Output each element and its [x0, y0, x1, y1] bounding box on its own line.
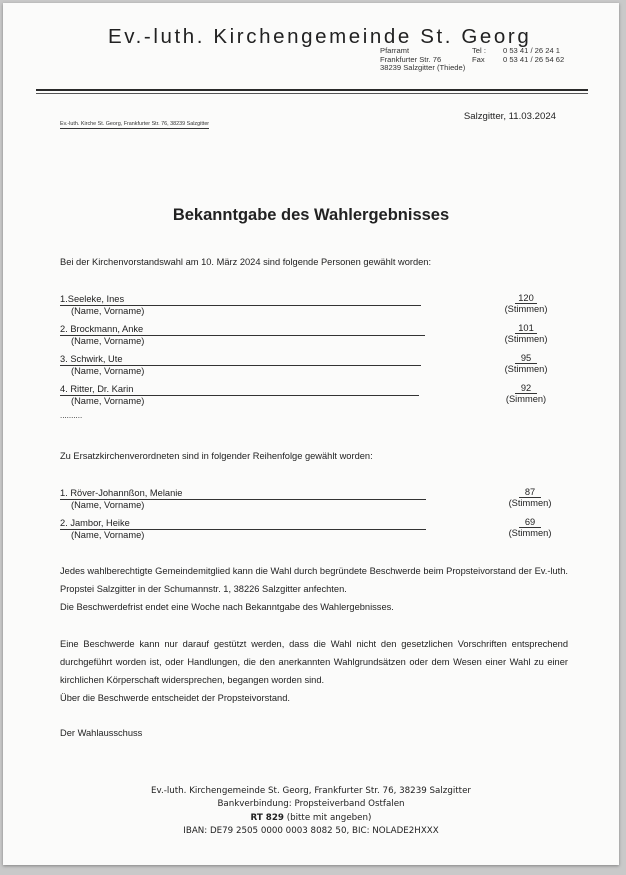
contact-values [503, 47, 564, 64]
elected-votes-4 [496, 383, 556, 404]
substitute-name-1: 1. Röver-Johannßon, Melanie [60, 487, 426, 500]
fax-label: Fax [472, 54, 485, 64]
vote-caption: (Stimmen) [504, 334, 548, 344]
intro-text: Bei der Kirchenvorstandswahl am 10. März 2024 sind folgende Personen gewählt worden: [60, 257, 432, 267]
vote-caption: (Stimmen) [508, 528, 552, 538]
address-line: 38239 Salzgitter (Thiede) [380, 63, 466, 73]
substitute-name-2: 2. Jambor, Heike [60, 517, 426, 530]
substitutes-intro-text: Zu Ersatzkirchenverordneten sind in folgender Reihenfolge gewählt worden: [60, 451, 373, 461]
elected-name-caption-4: (Name, Vorname) [71, 396, 145, 406]
letter-date: Salzgitter, 11.03.2024 [463, 111, 556, 122]
vote-caption: (Stimmen) [504, 364, 548, 374]
document-title: Bekanntgabe des Wahlergebnisses [172, 206, 450, 224]
elected-name-caption-3: (Name, Vorname) [71, 366, 145, 376]
elected-name-caption-1: (Name, Vorname) [71, 306, 145, 316]
vote-count: 101 [515, 323, 537, 334]
phone-number: 0 53 41 / 26 24 1 [503, 46, 561, 55]
address-line: Pfarramt [380, 46, 410, 55]
document-page [3, 3, 619, 865]
footer-iban: IBAN: DE79 2505 0000 0003 8082 50, BIC: NOLADE2HXXX [183, 825, 439, 836]
elected-name-1: 1.Seeleke, Ines [60, 293, 421, 306]
vote-count: 120 [515, 293, 537, 304]
substitute-votes-2 [500, 517, 560, 538]
complaint-grounds-paragraph: Eine Beschwerde kann nur darauf gestützt werden, dass die Wahl nicht den gesetzlichen Vorschriften entsprechend durchgeführt worden ist, oder Handlungen, die den anerkannten Wahlgrundsätzen oder dem Wesen einer Wahl zu einer kirchlichen Körperschaft widersprechen, begangen worden sind. [60, 639, 568, 685]
elected-name-2: 2. Brockmann, Anke [60, 323, 425, 336]
footer-bank: Bankverbindung: Propsteiverband Ostfalen [217, 799, 405, 810]
vote-caption: (Stimmen) [504, 304, 548, 314]
elected-name-3: 3. Schwirk, Ute [60, 353, 421, 366]
elected-name-4: 4. Ritter, Dr. Karin [60, 383, 419, 396]
organization-name: Ev.-luth. Kirchengemeinde St. Georg [108, 25, 532, 48]
phone-label: Tel : [472, 46, 486, 55]
substitute-name-caption-2: (Name, Vorname) [71, 530, 145, 540]
address-line: Frankfurter Str. 76 [380, 54, 442, 64]
header-rule-thin [36, 93, 588, 94]
elected-votes-3 [496, 353, 556, 374]
fax-number: 0 53 41 / 26 54 62 [503, 54, 565, 64]
signature-line: Der Wahlausschuss [60, 728, 143, 738]
reference-note: (bitte mit angeben) [283, 812, 372, 823]
complaint-decision-text: Über die Beschwerde entscheidet der Propsteivorstand. [60, 693, 290, 703]
reference-code: RT 829 [250, 812, 284, 823]
vote-count: 87 [519, 487, 541, 498]
vote-caption: (Simmen) [505, 394, 547, 404]
elected-name-caption-2: (Name, Vorname) [71, 336, 145, 346]
address-block [380, 47, 465, 73]
page-footer [3, 785, 619, 838]
elected-votes-2 [496, 323, 556, 344]
ellipsis: .......... [60, 411, 83, 420]
substitute-name-caption-1: (Name, Vorname) [71, 500, 145, 510]
complaint-paragraph: Jedes wahlberechtigte Gemeindemitglied kann die Wahl durch begründete Beschwerde beim Propsteivorstand der Ev.-luth. Propstei Salzgitter in der Schumannstr. 1, 38226 Salzgitter anfechten. [60, 566, 568, 594]
footer-reference [3, 812, 619, 825]
substitute-votes-1 [500, 487, 560, 508]
elected-votes-1 [496, 293, 556, 314]
vote-caption: (Stimmen) [508, 498, 552, 508]
vote-count: 95 [515, 353, 537, 364]
vote-count: 92 [515, 383, 537, 394]
contact-labels [472, 47, 486, 64]
footer-address: Ev.-luth. Kirchengemeinde St. Georg, Frankfurter Str. 76, 38239 Salzgitter [150, 786, 471, 796]
vote-count: 69 [519, 517, 541, 528]
complaint-deadline-text: Die Beschwerdefrist endet eine Woche nach Bekanntgabe des Wahlergebnisses. [60, 602, 394, 612]
header-rule-thick [36, 89, 588, 91]
sender-line: Ev.-luth. Kirche St. Georg, Frankfurter Str. 76, 38239 Salzgitter [60, 121, 210, 127]
